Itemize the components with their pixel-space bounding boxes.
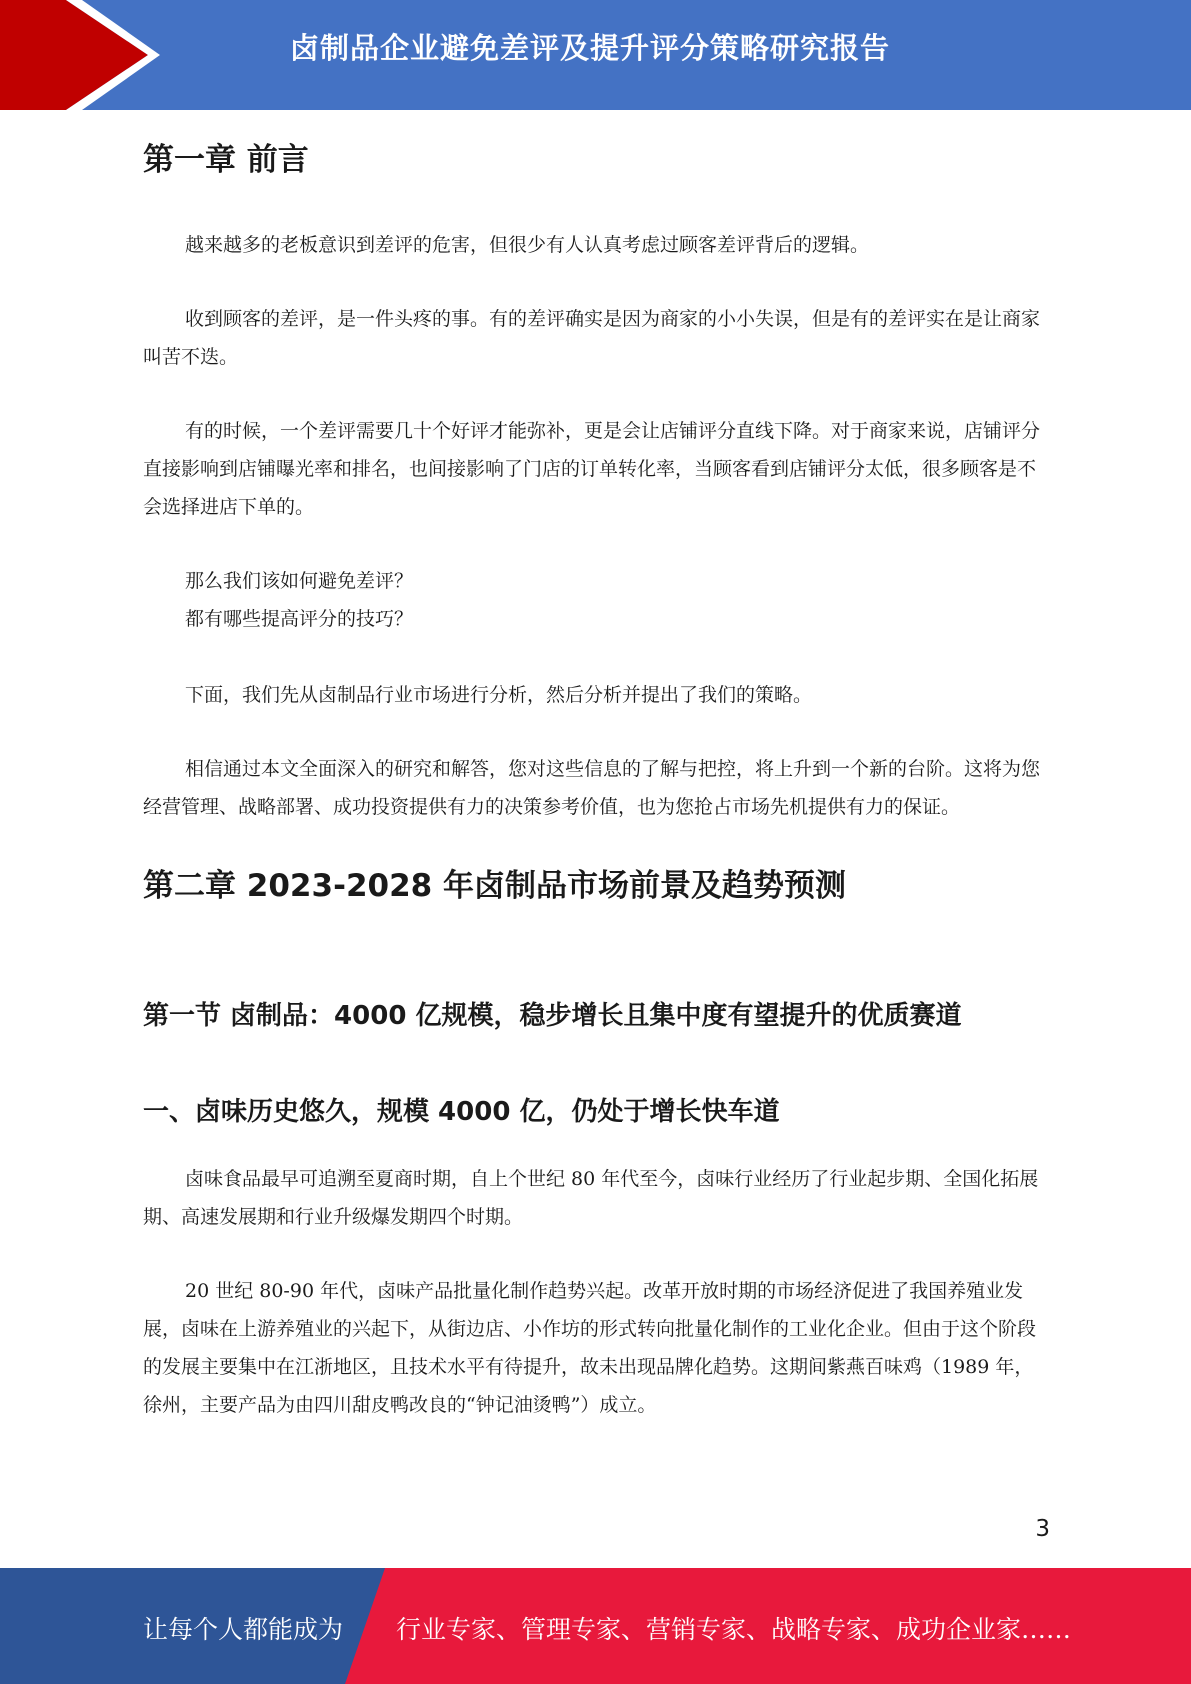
chapter2-paragraph: 20 世纪 80-90 年代，卤味产品批量化制作趋势兴起。改革开放时期的市场经济促进了我国养殖业发展，卤味在上游养殖业的兴起下，从街边店、小作坊的形式转向批量化制作的工业化企业。但由于这个阶段的发展主要集中在江浙地区，且技术水平有待提升，故未出现品牌化趋势。这期间紫燕百味鸡（1989 年，徐州，主要产品为由四川甜皮鸭改良的“钟记油烫鸭”）成立。 bbox=[143, 1280, 1037, 1416]
chapter1-paragraph: 相信通过本文全面深入的研究和解答，您对这些信息的了解与把控，将上升到一个新的台阶。这将为您经营管理、战略部署、成功投资提供有力的决策参考价值，也为您抢占市场先机提供有力的保证。 bbox=[143, 758, 1041, 818]
subsection-title: 一、卤味历史悠久，规模 4000 亿，仍处于增长快车道 bbox=[143, 1097, 780, 1127]
footer-slogan-left: 让每个人都能成为 bbox=[143, 1615, 344, 1644]
chapter1-question: 都有哪些提高评分的技巧？ bbox=[185, 608, 414, 630]
footer-slogan-right: 行业专家、管理专家、营销专家、战略专家、成功企业家…… bbox=[396, 1615, 1072, 1644]
page-number: 3 bbox=[1035, 1516, 1050, 1542]
chapter2-paragraph: 卤味食品最早可追溯至夏商时期，自上个世纪 80 年代至今，卤味行业经历了行业起步期、全国化拓展期、高速发展期和行业升级爆发期四个时期。 bbox=[143, 1168, 1039, 1228]
chapter1-paragraph: 越来越多的老板意识到差评的危害，但很少有人认真考虑过顾客差评背后的逻辑。 bbox=[185, 234, 870, 256]
chapter2-title: 第二章 2023-2028 年卤制品市场前景及趋势预测 bbox=[143, 868, 847, 904]
report-title: 卤制品企业避免差评及提升评分策略研究报告 bbox=[290, 31, 891, 65]
chapter1-paragraph: 下面，我们先从卤制品行业市场进行分析，然后分析并提出了我们的策略。 bbox=[185, 684, 813, 706]
chapter1-question: 那么我们该如何避免差评？ bbox=[185, 570, 414, 592]
page-content bbox=[143, 138, 1048, 1424]
section-title: 第一节 卤制品：4000 亿规模，稳步增长且集中度有望提升的优质赛道 bbox=[143, 1001, 962, 1031]
chapter1-paragraph: 收到顾客的差评，是一件头疼的事。有的差评确实是因为商家的小小失误，但是有的差评实在是让商家叫苦不迭。 bbox=[143, 308, 1041, 368]
footer-banner bbox=[0, 1568, 1191, 1684]
chapter1-paragraph: 有的时候，一个差评需要几十个好评才能弥补，更是会让店铺评分直线下降。对于商家来说，店铺评分直接影响到店铺曝光率和排名，也间接影响了门店的订单转化率，当顾客看到店铺评分太低，很多顾客是不会选择进店下单的。 bbox=[143, 420, 1041, 518]
header-banner bbox=[0, 0, 1191, 110]
chapter1-title: 第一章 前言 bbox=[143, 142, 309, 178]
